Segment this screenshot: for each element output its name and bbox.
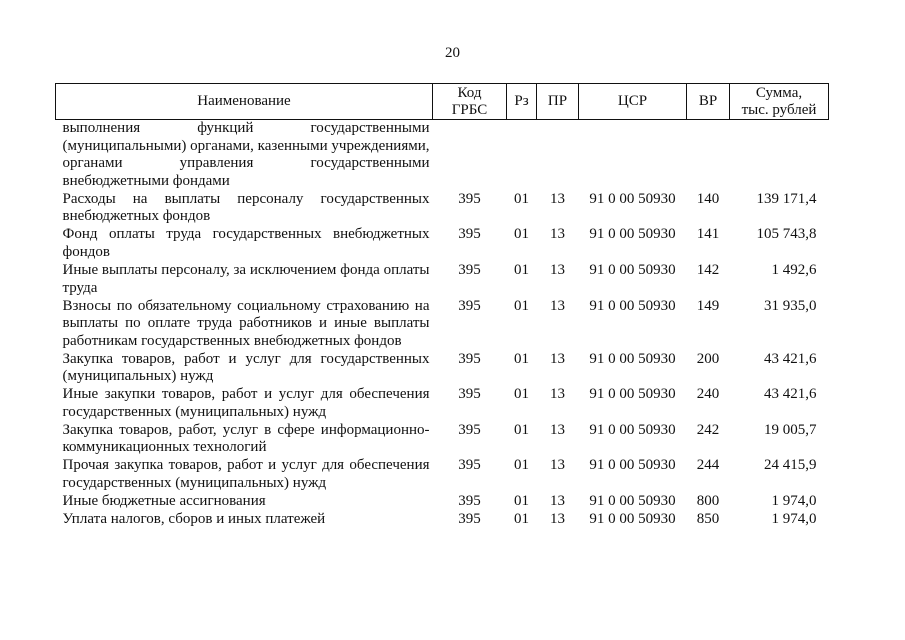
cell-csr: 91 0 00 50930 [589, 190, 676, 207]
header-grbs-line2: ГРБС [451, 101, 488, 118]
cell-sum [730, 120, 829, 191]
header-rz: Рз [507, 84, 537, 120]
cell-pr: 13 [550, 226, 565, 243]
cell-grbs: 395 [458, 510, 481, 527]
table-row [56, 190, 829, 226]
cell-name: Прочая закупка товаров, работ и услуг для обеспечения государственных (муниципальных) нужд [62, 457, 430, 491]
cell-pr: 13 [550, 297, 565, 314]
cell-rz: 01 [514, 297, 529, 314]
cell-grbs: 395 [458, 421, 481, 438]
cell-rz: 01 [514, 261, 529, 278]
cell-csr: 91 0 00 50930 [589, 226, 676, 243]
cell-grbs: 395 [458, 457, 481, 474]
page-number: 20 [445, 45, 460, 61]
cell-name: Фонд оплаты труда государственных внебюджетных фондов [62, 226, 430, 260]
cell-vr: 242 [696, 421, 720, 438]
table-row [56, 120, 829, 191]
cell-grbs: 395 [458, 297, 481, 314]
cell-sum: 1 974,0 [771, 492, 817, 509]
header-sum-line2: тыс. рублей [741, 101, 817, 118]
cell-rz: 01 [514, 226, 529, 243]
cell-vr: 140 [696, 190, 720, 207]
table-header [56, 84, 829, 120]
cell-pr: 13 [550, 350, 565, 367]
cell-rz: 01 [514, 421, 529, 438]
cell-grbs: 395 [458, 226, 481, 243]
table-row [56, 457, 829, 493]
cell-name: Закупка товаров, работ и услуг для государственных (муниципальных) нужд [62, 350, 430, 385]
table-row [56, 493, 829, 511]
cell-csr: 91 0 00 50930 [589, 421, 676, 438]
cell-sum: 43 421,6 [764, 386, 817, 403]
table-row [56, 297, 829, 350]
table-body [56, 120, 829, 529]
cell-grbs: 395 [458, 190, 481, 207]
cell-sum: 139 171,4 [756, 190, 817, 207]
cell-rz: 01 [514, 492, 529, 509]
cell-rz: 01 [514, 386, 529, 403]
cell-pr: 13 [550, 386, 565, 403]
cell-name: Иные выплаты персоналу, за исключением фонда оплаты труда [62, 261, 430, 296]
cell-sum: 105 743,8 [756, 226, 817, 243]
cell-sum: 43 421,6 [764, 350, 817, 367]
cell-name: Расходы на выплаты персоналу государственных внебюджетных фондов [62, 190, 430, 225]
table-row [56, 386, 829, 422]
cell-name: Иные закупки товаров, работ и услуг для обеспечения государственных (муниципальных) нужд [62, 386, 430, 420]
cell-grbs: 395 [458, 350, 481, 367]
cell-pr: 13 [550, 190, 565, 207]
header-pr: ПР [537, 84, 579, 120]
cell-sum: 19 005,7 [764, 421, 817, 438]
cell-grbs [433, 120, 507, 191]
cell-rz: 01 [514, 510, 529, 527]
cell-pr: 13 [550, 510, 565, 527]
cell-rz [507, 120, 537, 191]
cell-vr: 142 [696, 261, 720, 278]
header-sum-line1: Сумма, [755, 84, 803, 101]
cell-vr: 850 [696, 510, 720, 527]
cell-rz: 01 [514, 350, 529, 367]
header-vr: ВР [687, 84, 730, 120]
cell-vr: 141 [696, 226, 720, 243]
cell-vr: 244 [696, 457, 720, 474]
cell-pr [537, 120, 579, 191]
cell-csr: 91 0 00 50930 [589, 297, 676, 314]
cell-pr: 13 [550, 421, 565, 438]
header-sum [730, 84, 829, 120]
cell-csr: 91 0 00 50930 [589, 350, 676, 367]
cell-rz: 01 [514, 457, 529, 474]
cell-vr [687, 120, 730, 191]
cell-name: выполнения функций государственными (муниципальными) органами, казенными учреждениями, органами управления государственными внебюджетными фондами [62, 120, 430, 189]
cell-grbs: 395 [458, 386, 481, 403]
table-row [56, 262, 829, 298]
cell-name: Взносы по обязательному социальному страхованию на выплаты по оплате труда работников и иные выплаты работникам государственных внебюджетных фондов [62, 297, 430, 349]
cell-csr: 91 0 00 50930 [589, 261, 676, 278]
cell-vr: 240 [696, 386, 720, 403]
cell-csr: 91 0 00 50930 [589, 457, 676, 474]
cell-sum: 24 415,9 [764, 457, 817, 474]
cell-pr: 13 [550, 492, 565, 509]
header-csr: ЦСР [579, 84, 687, 120]
cell-name: Закупка товаров, работ, услуг в сфере информационно-коммуникационных технологий [62, 421, 430, 456]
cell-csr: 91 0 00 50930 [589, 510, 676, 527]
cell-vr: 200 [696, 350, 720, 367]
cell-grbs: 395 [458, 492, 481, 509]
cell-sum: 31 935,0 [764, 297, 817, 314]
table-row [56, 421, 829, 457]
cell-csr: 91 0 00 50930 [589, 492, 676, 509]
cell-name: Уплата налогов, сборов и иных платежей [62, 510, 326, 527]
cell-pr: 13 [550, 457, 565, 474]
cell-sum: 1 974,0 [771, 510, 817, 527]
cell-rz: 01 [514, 190, 529, 207]
cell-name: Иные бюджетные ассигнования [62, 492, 266, 509]
header-name: Наименование [56, 84, 433, 120]
header-grbs [433, 84, 507, 120]
header-row [56, 84, 829, 120]
cell-vr: 149 [696, 297, 720, 314]
table-row [56, 226, 829, 262]
cell-sum: 1 492,6 [771, 261, 817, 278]
table-row [56, 350, 829, 386]
header-grbs-line1: Код [457, 84, 482, 101]
cell-csr [579, 120, 687, 191]
cell-vr: 800 [696, 492, 720, 509]
cell-pr: 13 [550, 261, 565, 278]
table-row [56, 511, 829, 529]
cell-grbs: 395 [458, 261, 481, 278]
cell-csr: 91 0 00 50930 [589, 386, 676, 403]
budget-table [55, 83, 829, 529]
